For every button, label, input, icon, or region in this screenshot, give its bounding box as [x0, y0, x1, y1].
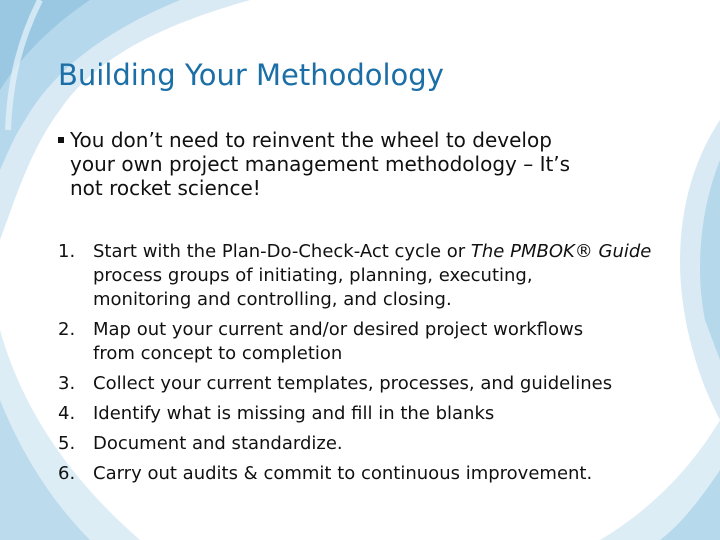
numbered-steps-list [58, 240, 678, 492]
list-item-line-1: Identify what is missing and fill in the blanks [93, 403, 495, 424]
list-item [58, 432, 678, 456]
list-item-line-2: from concept to completion [93, 343, 343, 364]
list-item-text: Start with the Plan-Do-Check-Act cycle or [93, 241, 471, 262]
list-item [58, 240, 678, 312]
list-item-line-1: Map out your current and/or desired project workflows [93, 319, 584, 340]
list-item [58, 372, 678, 396]
list-number: 5. [58, 433, 76, 454]
list-item-line-1: Carry out audits & commit to continuous improvement. [93, 463, 593, 484]
bullet-line-2: your own project management methodology – It’s [70, 152, 571, 176]
list-number: 2. [58, 319, 76, 340]
list-number: 4. [58, 403, 76, 424]
pmbok-guide-title: The PMBOK® Guide [470, 241, 652, 262]
bullet-paragraph [58, 128, 670, 200]
list-item [58, 318, 678, 366]
list-item-line-2: process groups of initiating, planning, executing, [93, 265, 533, 286]
slide-title: Building Your Methodology [58, 58, 444, 92]
list-item [58, 402, 678, 426]
list-item-line-1: Document and standardize. [93, 433, 343, 454]
square-bullet-icon [58, 137, 64, 143]
bullet-line-1: You don’t need to reinvent the wheel to develop [70, 128, 552, 152]
list-number: 3. [58, 373, 76, 394]
list-item [58, 462, 678, 486]
list-number: 6. [58, 463, 76, 484]
bullet-line-3: not rocket science! [70, 176, 261, 200]
list-item-line-1: Collect your current templates, processes, and guidelines [93, 373, 613, 394]
list-item-line-1 [93, 240, 678, 264]
list-number: 1. [58, 241, 76, 262]
list-item-line-3: monitoring and controlling, and closing. [93, 289, 452, 310]
